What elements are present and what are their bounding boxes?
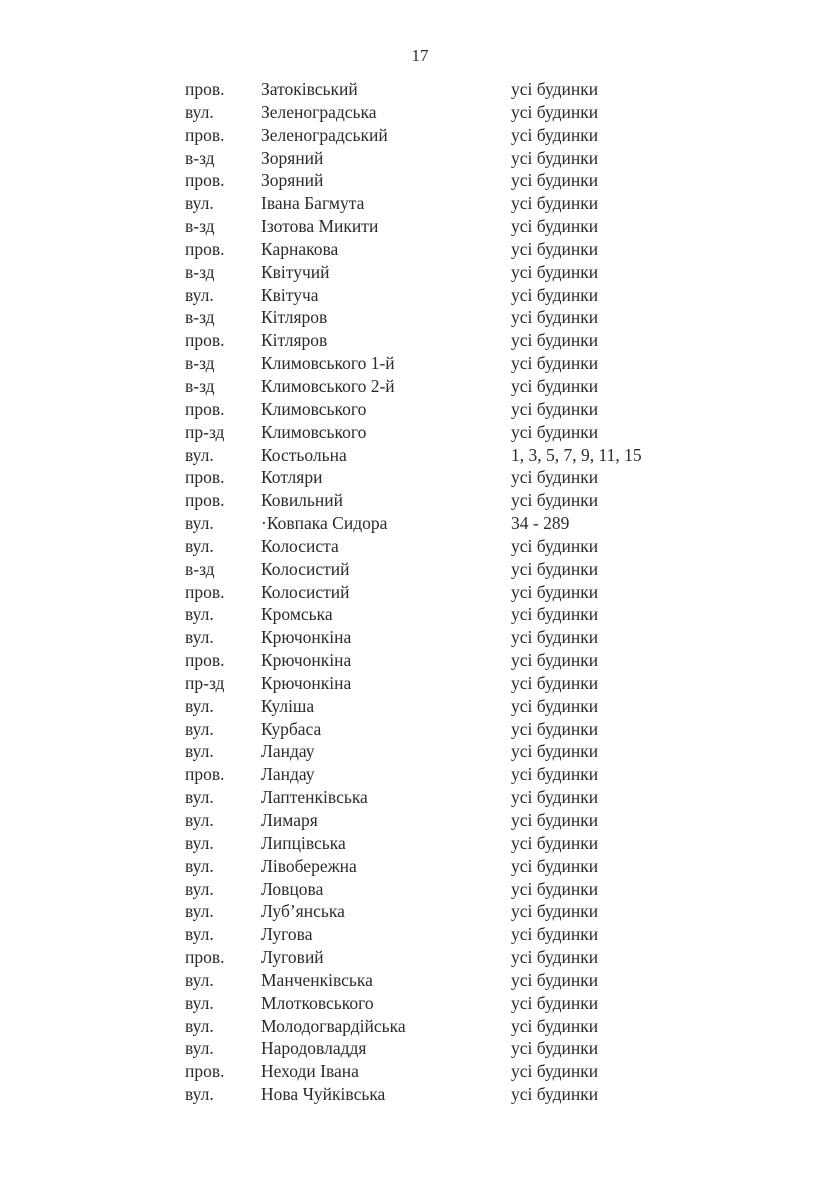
houses-range: усі будинки [511,718,599,739]
street-row [185,626,731,649]
street-row [185,695,731,718]
street-row [185,923,731,946]
street-name: Млотковського [261,992,374,1013]
street-type: пров. [185,79,225,99]
street-type: вул. [185,1038,214,1059]
street-row [185,78,731,101]
street-list-table [185,78,731,1106]
houses-range: усі будинки [511,421,599,442]
houses-range: усі будинки [511,627,599,648]
street-row [185,763,731,786]
street-name: Костьольна [261,444,347,465]
houses-range: усі будинки [511,490,599,511]
street-name: Климовського [261,421,367,442]
houses-range: усі будинки [511,878,599,899]
houses-range: усі будинки [511,810,599,830]
street-type: вул. [185,1084,214,1105]
street-type: пров. [185,330,225,351]
houses-range: усі будинки [511,147,599,168]
street-name: Нова Чуйківська [261,1084,386,1105]
street-name: Квітучий [261,261,330,282]
houses-range: усі будинки [511,124,599,145]
houses-range: усі будинки [511,924,599,945]
street-name: Ізотова Микити [261,216,379,237]
street-name: Климовського 2-й [261,375,395,396]
street-type: пров. [185,238,225,259]
street-row [185,855,731,878]
street-type: в-зд [185,375,215,396]
street-row [185,946,731,969]
houses-range: 1, 3, 5, 7, 9, 11, 15 [511,444,642,465]
street-type: пров. [185,581,225,602]
street-type: вул. [185,992,214,1013]
street-name: Зоряний [261,147,324,168]
street-name: Колосистий [261,558,350,579]
street-type: вул. [185,855,214,876]
street-row [185,558,731,581]
houses-range: усі будинки [511,901,599,922]
street-name: Луговий [261,947,324,968]
street-row [185,1037,731,1060]
houses-range: усі будинки [511,558,599,579]
street-row [185,786,731,809]
street-name: Кромська [261,604,333,625]
houses-range: усі будинки [511,604,599,625]
houses-range: усі будинки [511,284,599,305]
street-name: Липцівська [261,832,346,853]
houses-range: усі будинки [511,650,599,671]
street-row [185,878,731,901]
street-type: вул. [185,604,214,625]
street-type: в-зд [185,147,215,168]
street-row [185,466,731,489]
street-row [185,398,731,421]
street-row [185,147,731,170]
houses-range: усі будинки [511,170,599,191]
street-row [185,375,731,398]
street-type: в-зд [185,353,215,374]
houses-range: усі будинки [511,695,599,716]
street-name: Луб’янська [261,901,345,922]
street-row [185,512,731,535]
street-type: вул. [185,901,214,922]
street-row [185,809,731,832]
street-name: Лугова [261,924,313,945]
houses-range: усі будинки [511,467,599,488]
houses-range: усі будинки [511,832,599,853]
houses-range: усі будинки [511,1038,599,1059]
houses-range: усі будинки [511,307,599,328]
street-type: пр-зд [185,672,225,693]
houses-range: усі будинки [511,375,599,396]
street-name: Климовського 1-й [261,353,395,374]
street-name: Ловцова [261,878,324,899]
houses-range: усі будинки [511,672,599,693]
street-row [185,261,731,284]
street-row [185,718,731,741]
street-row [185,101,731,124]
street-name: ·Ковпака Сидора [261,513,388,534]
street-type: пров. [185,398,225,419]
street-name: Івана Багмута [261,193,365,214]
houses-range: усі будинки [511,330,599,351]
houses-range: усі будинки [511,1061,599,1082]
houses-range: усі будинки [511,787,599,808]
street-type: вул. [185,718,214,739]
street-name: Куліша [261,695,315,716]
street-name: Лаптенківська [261,787,368,808]
street-type: вул. [185,810,214,830]
street-type: пров. [185,1061,225,1082]
houses-range: усі будинки [511,216,599,237]
street-type: в-зд [185,307,215,328]
street-name: Карнакова [261,238,339,259]
houses-range: усі будинки [511,398,599,419]
street-row [185,489,731,512]
street-name: Народовладдя [261,1038,367,1059]
street-name: Ковильний [261,490,343,511]
street-row [185,192,731,215]
houses-range: усі будинки [511,764,599,785]
street-type: вул. [185,695,214,716]
street-name: Ландау [261,764,315,785]
street-name: Курбаса [261,718,322,739]
houses-range: усі будинки [511,1015,599,1036]
street-row [185,740,731,763]
houses-range: усі будинки [511,353,599,374]
street-name: Зеленоградський [261,124,388,145]
street-type: вул. [185,924,214,945]
street-row [185,1015,731,1038]
houses-range: усі будинки [511,535,599,556]
street-name: Колосистий [261,581,350,602]
street-row [185,421,731,444]
street-row [185,581,731,604]
street-row [185,329,731,352]
street-type: пров. [185,650,225,671]
houses-range: усі будинки [511,238,599,259]
street-type: пр-зд [185,421,225,442]
street-row [185,238,731,261]
street-row [185,649,731,672]
street-name: Зеленоградська [261,101,377,122]
houses-range: 34 - 289 [511,513,570,534]
houses-range: усі будинки [511,193,599,214]
street-type: пров. [185,467,225,488]
street-type: пров. [185,947,225,968]
street-row [185,169,731,192]
street-name: Лівобережна [261,855,357,876]
street-type: пров. [185,764,225,785]
street-name: Климовського [261,398,367,419]
street-type: пров. [185,124,225,145]
street-row [185,444,731,467]
street-type: вул. [185,284,214,305]
houses-range: усі будинки [511,79,599,99]
street-row [185,284,731,307]
street-name: Крючонкіна [261,650,352,671]
street-type: пров. [185,490,225,511]
street-type: вул. [185,444,214,465]
street-name: Квітуча [261,284,319,305]
street-row [185,969,731,992]
street-name: Крючонкіна [261,672,352,693]
street-type: вул. [185,101,214,122]
street-row [185,1060,731,1083]
street-row [185,215,731,238]
street-type: вул. [185,193,214,214]
street-name: Ландау [261,741,315,762]
street-type: вул. [185,969,214,990]
street-name: Манченківська [261,969,373,990]
street-type: вул. [185,1015,214,1036]
street-type: вул. [185,513,214,534]
houses-range: усі будинки [511,581,599,602]
street-name: Затоківський [261,79,358,99]
street-name: Крючонкіна [261,627,352,648]
street-row [185,1083,731,1106]
street-name: Зоряний [261,170,324,191]
street-type: пров. [185,170,225,191]
houses-range: усі будинки [511,992,599,1013]
street-name: Лимаря [261,810,318,830]
houses-range: усі будинки [511,261,599,282]
street-row [185,306,731,329]
street-type: вул. [185,878,214,899]
street-name: Колосиста [261,535,339,556]
street-type: вул. [185,535,214,556]
street-type: вул. [185,787,214,808]
street-row [185,832,731,855]
street-name: Неходи Івана [261,1061,359,1082]
houses-range: усі будинки [511,101,599,122]
street-row [185,124,731,147]
street-name: Кітляров [261,307,328,328]
street-row [185,535,731,558]
houses-range: усі будинки [511,969,599,990]
houses-range: усі будинки [511,1084,599,1105]
street-type: в-зд [185,216,215,237]
street-name: Молодогвардійська [261,1015,406,1036]
houses-range: усі будинки [511,947,599,968]
street-type: вул. [185,832,214,853]
street-row [185,900,731,923]
street-name: Котляри [261,467,323,488]
page-number: 17 [411,46,429,65]
street-type: в-зд [185,261,215,282]
street-row [185,352,731,375]
street-type: в-зд [185,558,215,579]
houses-range: усі будинки [511,855,599,876]
street-type: вул. [185,741,214,762]
houses-range: усі будинки [511,741,599,762]
street-row [185,603,731,626]
street-row [185,672,731,695]
street-name: Кітляров [261,330,328,351]
street-type: вул. [185,627,214,648]
street-row [185,992,731,1015]
